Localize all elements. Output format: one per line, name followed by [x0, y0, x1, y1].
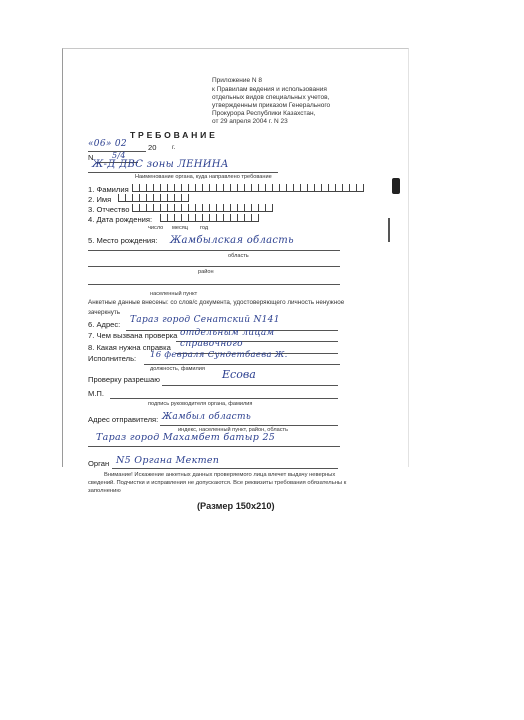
place-label: 5. Место рождения:	[88, 236, 158, 245]
surname-boxes	[132, 184, 364, 192]
patronymic-label: 3. Отчество	[88, 205, 130, 214]
executor-line	[144, 364, 340, 365]
birth-label: 4. Дата рождения:	[88, 215, 153, 224]
organ-line	[88, 172, 278, 173]
birth-caption-year: год	[200, 225, 209, 231]
appendix-line-4: утвержденным приказом Генерального	[212, 102, 331, 109]
signature-caption: подпись руководителя органа, фамилия	[148, 401, 253, 407]
organ-line-2	[112, 468, 338, 469]
scan-mark	[392, 178, 400, 194]
data-entered-label: Анкетные данные внесены: со слов/с документа, удостоверяющего личность ненужное	[88, 299, 345, 306]
date-handwritten: «06» 02	[88, 139, 127, 149]
cert-handwritten: справочного	[180, 339, 243, 349]
place-handwritten: Жамбылская область	[170, 235, 294, 246]
name-label: 2. Имя	[88, 195, 112, 204]
settlement-caption: населенный пункт	[150, 291, 198, 297]
number-handwritten: 5/4	[112, 151, 126, 160]
organ-handwritten-2: N5 Органа Мектеп	[116, 455, 220, 466]
cross-out-note: зачеркнуть	[88, 309, 121, 316]
raion-caption: район	[198, 269, 214, 275]
organ-label: Орган	[88, 459, 110, 468]
sender-caption: индекс, населенный пункт, район, область	[178, 427, 289, 433]
executor-label: Исполнитель:	[88, 354, 137, 363]
appendix-line-1: Приложение N 8	[212, 77, 263, 84]
number-label: N	[88, 153, 94, 162]
organ-caption: Наименование органа, куда направлено требование	[135, 174, 272, 180]
address-handwritten: Тараз город Сенатский N141	[130, 315, 280, 325]
executor-handwritten: 16 февраля Сундетбаева Ж.	[150, 350, 288, 360]
approve-line	[162, 385, 338, 386]
birth-caption-day: число	[148, 225, 164, 231]
warning-line-3: заполнению	[88, 488, 121, 494]
place-line-3	[88, 284, 340, 285]
year-suffix: г.	[172, 144, 176, 151]
sender-label: Адрес отправителя:	[88, 415, 159, 424]
organ-handwritten: Ж-Д ДВС зоны ЛЕНИНА	[92, 159, 229, 170]
name-boxes	[118, 194, 189, 202]
reason-label: 7. Чем вызвана проверка	[88, 331, 178, 340]
scan-mark	[388, 218, 390, 242]
signature-handwritten: Есова	[222, 368, 256, 381]
stamp-line	[110, 398, 338, 399]
surname-label: 1. Фамилия	[88, 185, 129, 194]
oblast-caption: область	[228, 253, 249, 259]
year-prefix: 20	[148, 143, 157, 152]
sender-line	[160, 425, 338, 426]
appendix-line-5: Прокурора Республики Казахстан,	[212, 110, 316, 117]
size-caption: (Размер 150x210)	[197, 501, 275, 511]
appendix-line-6: от 29 апреля 2004 г. N 23	[212, 118, 288, 125]
stamp-label: М.П.	[88, 389, 105, 398]
position-caption: должность, фамилия	[150, 366, 205, 372]
sender-address-handwritten: Тараз город Махамбет батыр 25	[96, 432, 276, 443]
place-line-1	[88, 250, 340, 251]
warning-line-2: сведений. Подчистки и исправления не допускаются. Все реквизиты требования обязательны к	[88, 480, 347, 486]
document-title: ТРЕБОВАНИЕ	[130, 130, 218, 140]
birth-caption-month: месяц	[172, 225, 188, 231]
address-label: 6. Адрес:	[88, 320, 121, 329]
reason-handwritten: отдельным лицам	[180, 328, 275, 338]
patronymic-boxes	[132, 204, 273, 212]
birth-boxes	[160, 214, 259, 222]
sender-handwritten: Жамбыл область	[162, 412, 252, 422]
appendix-line-2: к Правилам ведения и использования	[212, 86, 327, 93]
cert-label: 8. Какая нужна справка	[88, 343, 171, 352]
approve-label: Проверку разрешаю	[88, 375, 160, 384]
sender-address-line	[88, 446, 340, 447]
appendix-line-3: отдельных видов специальных учетов,	[212, 94, 330, 101]
warning-line-1: Внимание! Искажение анкетных данных проверяемого лица влечет выдачу неверных	[104, 472, 336, 478]
place-line-2	[88, 266, 340, 267]
